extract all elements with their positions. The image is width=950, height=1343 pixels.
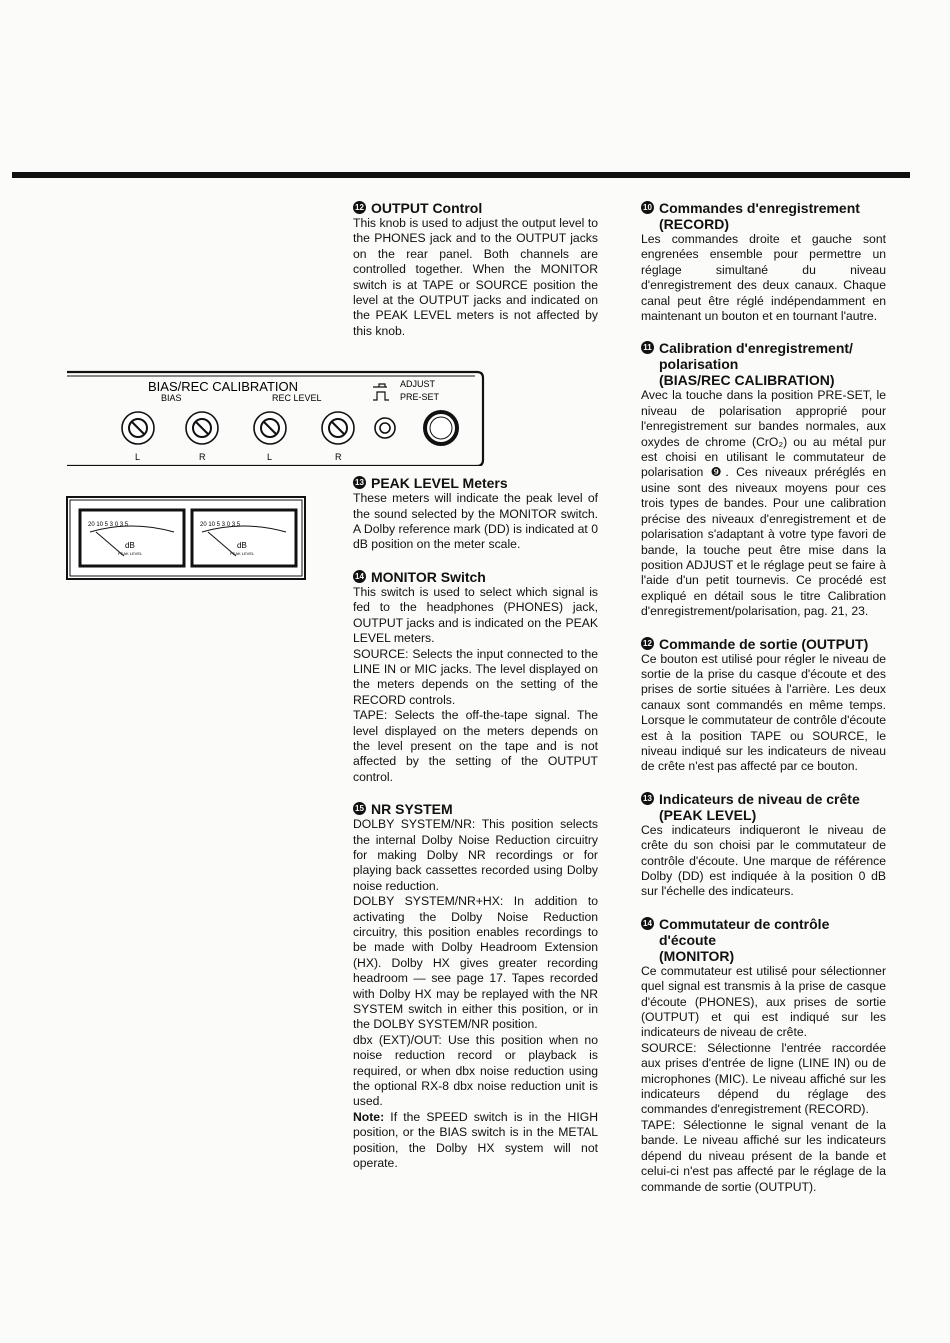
section-body: Ces indicateurs indiqueront le niveau de crête du son choisi par le commutateur de contrôle d'écoute. Une marque de référence Dolby (DD) est indiquée à la position 0 dB sur l'échelle des indicateurs. (641, 822, 886, 899)
section-heading (641, 200, 886, 216)
section-number-badge: 12 (641, 637, 654, 650)
section-title: Calibration d'enregistrement/ (659, 340, 853, 357)
section-heading (641, 916, 886, 948)
section-subtitle: (RECORD) (659, 216, 729, 232)
channel-label-2: R (199, 452, 206, 462)
section-title: Indicateurs de niveau de crête (659, 790, 860, 807)
section-record-fr (641, 200, 886, 324)
section-heading (641, 791, 886, 807)
section-heading (641, 340, 886, 356)
meter-right-scale: 20 10 5 3 0 3 5 (200, 522, 241, 528)
bias-knob-l[interactable] (122, 412, 154, 444)
section-number-badge: 10 (641, 201, 654, 214)
nr-dbx-text: dbx (EXT)/OUT: Use this position when no noise reduction record or playback is required, or when dbx noise reduction using the optional RX-8 dbx noise reduction unit is used. (353, 1032, 598, 1109)
channel-label-1: L (135, 452, 141, 462)
meters-illustration (66, 496, 306, 580)
section-body: This knob is used to adjust the output level to the PHONES jack and to the OUTPUT jacks on the rear panel. Both channels are controlled together. When the MONITOR switch is at TAPE or SOURCE position the level at the OUTPUT jacks and indicated on the PEAK LEVEL meters is not affected by this knob. (353, 216, 598, 338)
section-nr-system (353, 801, 598, 1171)
section-number-badge: 14 (641, 917, 654, 930)
section-subtitle: (MONITOR) (659, 947, 735, 964)
section-monitor (353, 569, 598, 785)
preset-label: PRE-SET (400, 392, 440, 402)
french-column (641, 200, 886, 1211)
section-body: This switch is used to select which signal is fed to the headphones (PHONES) jack, OUTPUT jacks and is indicated on the PEAK LEVEL meters. (353, 584, 598, 646)
panel-title: BIAS/REC CALIBRATION (148, 379, 299, 394)
nr-note (353, 1110, 598, 1172)
section-number-badge: 13 (641, 792, 654, 805)
meter-right-caption: PEAK LEVEL (230, 551, 255, 556)
monitor-source-text: SOURCE: Selects the input connected to the LINE IN or MIC jacks. The level displayed on the meters depends on the setting of the RECORD controls. (353, 646, 598, 707)
section-number-badge: 12 (353, 201, 366, 214)
section-heading (353, 475, 598, 491)
section-body: These meters will indicate the peak level of the sound selected by the MONITOR switch. A Dolby reference mark (DD) is indicated at 0 dB position on the meter scale. (353, 491, 598, 552)
section-subtitle: polarisation (659, 356, 739, 373)
section-heading (641, 636, 886, 652)
section-peak-level (353, 475, 598, 553)
note-label: Note: (353, 1109, 385, 1124)
section-subtitle: (PEAK LEVEL) (659, 806, 757, 823)
peak-level-meters (66, 496, 306, 580)
english-column (353, 200, 598, 1188)
section-peak-fr (641, 791, 886, 900)
monitor-tape-text-fr: TAPE: Sélectionne le signal venant de la bande. Le niveau affiché sur les indicateurs dépend du niveau présent de la bande et celui-ci n'est pas affecté par le réglage de la commande de sortie (OUTPUT). (641, 1117, 886, 1194)
section-title: PEAK LEVEL Meters (371, 475, 508, 492)
section-body: Ce commutateur est utilisé pour sélectionner quel signal est transmis à la prise de casque d'écoute (PHONES), aux prises de sortie (OUTPUT) et qui est indiqué sur les indicateurs de niveau de crête. (641, 963, 886, 1040)
section-heading (353, 801, 598, 817)
section-title: Commande de sortie (OUTPUT) (659, 635, 869, 652)
bias-label: BIAS (161, 393, 182, 403)
section-subtitle-2: (BIAS/REC CALIBRATION) (659, 372, 835, 389)
meter-left (80, 510, 184, 566)
meter-right-unit: dB (237, 541, 247, 550)
section-title: NR SYSTEM (371, 801, 453, 818)
rec-level-label: REC LEVEL (272, 393, 322, 403)
note-text: If the SPEED switch is in the HIGH position, or the BIAS switch is in the METAL position, the Dolby HX system will not operate. (353, 1109, 598, 1171)
section-number-badge: 14 (353, 570, 366, 583)
rec-level-knob-r[interactable] (322, 412, 354, 444)
monitor-source-text-fr: SOURCE: Sélectionne l'entrée raccordée aux prises d'entrée de ligne (LINE IN) ou de microphones (MIC). Le niveau affiché sur les indicateurs dépend du réglage des commandes d'enregistrement (RECORD). (641, 1040, 886, 1117)
section-title: OUTPUT Control (371, 200, 483, 216)
adjust-label: ADJUST (400, 379, 436, 389)
section-output-fr (641, 636, 886, 775)
nr-dolby-text: DOLBY SYSTEM/NR: This position selects the internal Dolby Noise Reduction circuitry for making Dolby NR recordings or for playing back cassettes recorded using Dolby noise reduction. (353, 817, 598, 893)
meter-left-unit: dB (125, 541, 135, 550)
section-output-control (353, 200, 598, 339)
channel-label-4: R (335, 452, 342, 462)
section-title: Commandes d'enregistrement (659, 200, 860, 216)
section-body: Les commandes droite et gauche sont engrenées ensemble pour permettre un réglage simultané du niveau d'enregistrement des deux canaux. Chaque canal peut être réglé indépendamment en maintenant un bouton et en tournant l'autre. (641, 232, 886, 324)
section-body: Avec la touche dans la position PRE-SET, le niveau de polarisation approprié pour l'enregistrement sur bandes normales, aux oxydes de chrome (CrO₂) ou au métal pur est choisi en utilisant le commutateur de polarisation ❾. Ces niveaux préréglés en usine sont des niveaux moyens pour ces trois types de bandes. Pour une calibration précise des niveaux d'enregistrement et de polarisation s'adaptant à votre type favori de bande, la touche peut être mise dans la position ADJUST et le réglage peut se faire à l'aide d'un petit tournevis. Ce procédé est expliqué en détail sous le titre Calibration d'enregistrement/polarisation, pag. 21, 23. (641, 388, 886, 619)
meter-left-caption: PEAK LEVEL (118, 551, 143, 556)
section-calibration-fr (641, 340, 886, 619)
rec-level-knob-l[interactable] (254, 412, 286, 444)
nr-dolby-hx-text: DOLBY SYSTEM/NR+HX: In addition to activating the Dolby Noise Reduction circuitry, this position enables recordings to be made with Dolby Headroom Extension (HX). Dolby HX gives greater recording headroom — see page 17. Tapes recorded with Dolby HX may be replayed with the NR SYSTEM switch in either this position, or in the DOLBY SYSTEM/NR position. (353, 894, 598, 1032)
section-heading (353, 569, 598, 585)
section-heading (353, 200, 598, 216)
section-title: Commutateur de contrôle d'écoute (659, 915, 830, 948)
section-number-badge: 15 (353, 802, 366, 815)
section-monitor-fr (641, 916, 886, 1195)
section-body: Ce bouton est utilisé pour régler le niveau de sortie de la prise du casque d'écoute et des prises de sortie situées à l'arrière. Les deux canaux sont commandés en même temps. Lorsque le commutateur de contrôle d'écoute est à la position TAPE ou SOURCE, le niveau indiqué sur les indicateurs de niveau de crête n'est pas affecté par ce bouton. (641, 651, 886, 774)
section-number-badge: 13 (353, 476, 366, 489)
section-title: MONITOR Switch (371, 568, 486, 585)
monitor-tape-text: TAPE: Selects the off-the-tape signal. The level displayed on the meters depends on the level present on the tape and is not affected by the setting of the OUTPUT control. (353, 708, 598, 784)
top-rule (12, 172, 910, 178)
section-number-badge: 11 (641, 341, 654, 354)
bias-knob-r[interactable] (186, 412, 218, 444)
meter-right (192, 510, 296, 566)
meter-left-scale: 20 10 5 3 0 3 5 (88, 522, 129, 528)
channel-label-3: L (267, 452, 273, 462)
